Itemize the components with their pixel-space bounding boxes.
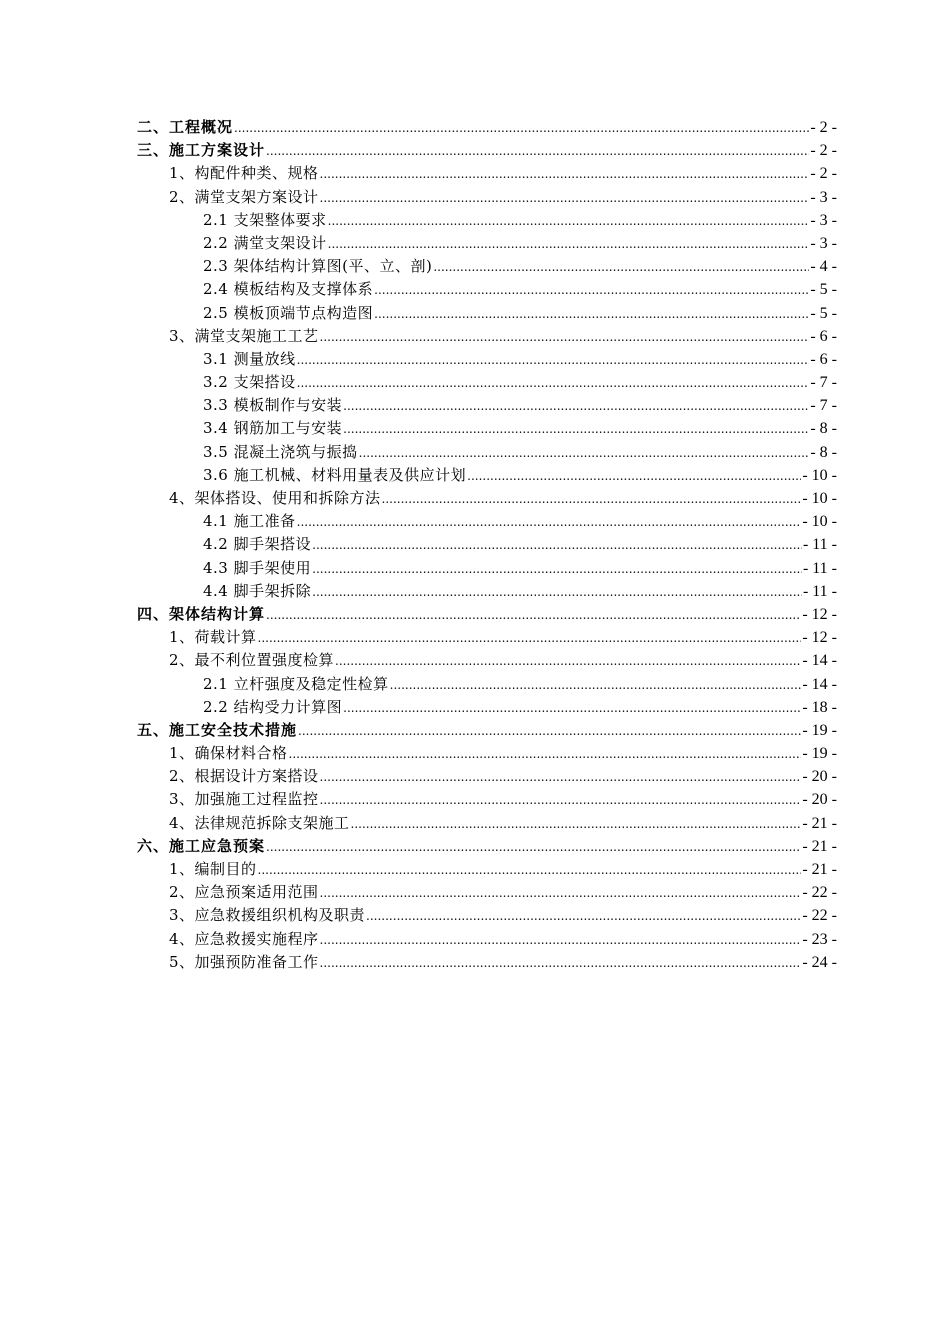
toc-dot-leader bbox=[320, 929, 802, 952]
toc-entry-title: 5、加强预防准备工作 bbox=[169, 952, 319, 971]
toc-entry[interactable] bbox=[137, 835, 837, 858]
toc-entry-title: 1、构配件种类、规格 bbox=[169, 164, 319, 183]
toc-dot-leader bbox=[298, 720, 801, 743]
toc-entry-page-number: - 19 - bbox=[802, 721, 837, 739]
toc-dot-leader bbox=[320, 789, 802, 812]
toc-dot-leader bbox=[359, 442, 810, 465]
toc-entry-title: 二、工程概况 bbox=[137, 118, 234, 136]
toc-entry-page-number: - 21 - bbox=[802, 814, 837, 832]
toc-entry-page-number: - 12 - bbox=[802, 605, 837, 623]
toc-entry-title: 2.3 架体结构计算图(平、立、剖) bbox=[203, 257, 433, 276]
toc-dot-leader bbox=[234, 117, 809, 140]
table-of-contents bbox=[137, 116, 837, 974]
toc-dot-leader bbox=[390, 674, 802, 697]
toc-dot-leader bbox=[374, 279, 809, 302]
toc-entry[interactable] bbox=[137, 348, 837, 371]
toc-entry-page-number: - 21 - bbox=[802, 861, 837, 878]
toc-entry-page-number: - 4 - bbox=[810, 258, 837, 276]
toc-entry-page-number: - 8 - bbox=[810, 420, 837, 438]
toc-entry-title: 4.1 施工准备 bbox=[203, 512, 296, 531]
toc-entry-title: 2.4 模板结构及支撑体系 bbox=[203, 280, 374, 299]
toc-entry-page-number: - 21 - bbox=[802, 837, 837, 855]
toc-entry[interactable] bbox=[137, 696, 837, 719]
toc-entry[interactable] bbox=[137, 394, 837, 417]
toc-entry[interactable] bbox=[137, 255, 837, 278]
toc-dot-leader bbox=[297, 372, 810, 395]
toc-entry-page-number: - 6 - bbox=[810, 350, 837, 368]
toc-entry-title: 2.5 模板顶端节点构造图 bbox=[203, 303, 374, 322]
toc-entry[interactable] bbox=[137, 278, 837, 301]
toc-dot-leader bbox=[266, 140, 809, 163]
toc-entry-title: 2、最不利位置强度检算 bbox=[169, 651, 335, 670]
toc-entry[interactable] bbox=[137, 139, 837, 162]
toc-dot-leader bbox=[374, 303, 809, 326]
toc-dot-leader bbox=[433, 256, 809, 279]
toc-dot-leader bbox=[258, 627, 802, 650]
toc-entry[interactable] bbox=[137, 626, 837, 649]
toc-entry-page-number: - 23 - bbox=[802, 930, 837, 948]
toc-entry[interactable] bbox=[137, 232, 837, 255]
toc-dot-leader bbox=[328, 210, 810, 233]
toc-entry[interactable] bbox=[137, 951, 837, 974]
toc-entry-title: 2.1 立杆强度及稳定性检算 bbox=[203, 674, 389, 693]
toc-entry-title: 4、法律规范拆除支架施工 bbox=[169, 813, 350, 832]
toc-entry[interactable] bbox=[137, 557, 837, 580]
toc-dot-leader bbox=[328, 233, 810, 256]
toc-entry-page-number: - 19 - bbox=[802, 745, 837, 763]
toc-entry[interactable] bbox=[137, 162, 837, 185]
toc-entry[interactable] bbox=[137, 812, 837, 835]
toc-entry-title: 3.5 混凝土浇筑与振捣 bbox=[203, 442, 358, 461]
toc-entry-title: 五、施工安全技术措施 bbox=[137, 720, 298, 739]
toc-entry-page-number: - 14 - bbox=[802, 652, 837, 670]
toc-entry[interactable] bbox=[137, 417, 837, 440]
toc-entry-page-number: - 2 - bbox=[810, 142, 837, 160]
toc-entry[interactable] bbox=[137, 464, 837, 487]
toc-entry-title: 1、确保材料合格 bbox=[169, 744, 288, 763]
toc-entry[interactable] bbox=[137, 603, 837, 626]
toc-entry-page-number: - 11 - bbox=[802, 559, 837, 577]
toc-entry[interactable] bbox=[137, 858, 837, 881]
toc-entry[interactable] bbox=[137, 928, 837, 951]
toc-dot-leader bbox=[320, 766, 802, 789]
toc-dot-leader bbox=[366, 905, 801, 928]
toc-entry-title: 1、荷载计算 bbox=[169, 628, 257, 647]
toc-entry-title: 2、根据设计方案搭设 bbox=[169, 767, 319, 786]
toc-entry-page-number: - 10 - bbox=[802, 513, 837, 531]
toc-entry[interactable] bbox=[137, 441, 837, 464]
toc-entry-page-number: - 12 - bbox=[802, 629, 837, 647]
toc-dot-leader bbox=[320, 326, 810, 349]
toc-entry-title: 2、应急预案适用范围 bbox=[169, 883, 319, 902]
toc-entry-page-number: - 22 - bbox=[802, 884, 837, 902]
toc-entry-page-number: - 18 - bbox=[802, 698, 837, 716]
toc-entry-page-number: - 2 - bbox=[810, 165, 837, 183]
toc-entry-page-number: - 2 - bbox=[810, 119, 837, 136]
toc-entry-page-number: - 20 - bbox=[802, 791, 837, 809]
toc-dot-leader bbox=[343, 395, 809, 418]
toc-entry-page-number: - 10 - bbox=[802, 490, 837, 507]
toc-entry-title: 2.2 满堂支架设计 bbox=[203, 233, 327, 252]
toc-dot-leader bbox=[467, 465, 801, 488]
toc-entry-title: 4、应急救援实施程序 bbox=[169, 929, 319, 948]
toc-entry-page-number: - 7 - bbox=[810, 397, 837, 415]
toc-entry[interactable] bbox=[137, 186, 837, 209]
toc-entry[interactable] bbox=[137, 788, 837, 811]
toc-entry[interactable] bbox=[137, 371, 837, 394]
toc-entry-title: 3.1 测量放线 bbox=[203, 349, 296, 368]
toc-entry-title: 2、满堂支架方案设计 bbox=[169, 187, 319, 206]
toc-entry-title: 1、编制目的 bbox=[169, 860, 257, 878]
toc-dot-leader bbox=[343, 418, 809, 441]
toc-entry-page-number: - 7 - bbox=[810, 374, 837, 392]
toc-entry[interactable] bbox=[137, 302, 837, 325]
toc-entry-page-number: - 11 - bbox=[802, 582, 837, 600]
toc-entry-title: 3.3 模板制作与安装 bbox=[203, 396, 343, 415]
toc-dot-leader bbox=[335, 650, 801, 673]
toc-dot-leader bbox=[320, 163, 810, 186]
toc-dot-leader bbox=[351, 813, 802, 836]
toc-entry-page-number: - 8 - bbox=[810, 443, 837, 461]
toc-entry[interactable] bbox=[137, 765, 837, 788]
toc-entry-title: 3、加强施工过程监控 bbox=[169, 790, 319, 809]
toc-entry-page-number: - 3 - bbox=[810, 188, 837, 206]
toc-entry-page-number: - 3 - bbox=[810, 234, 837, 252]
toc-entry-title: 3、满堂支架施工工艺 bbox=[169, 326, 319, 345]
toc-entry-title: 三、施工方案设计 bbox=[137, 141, 266, 160]
toc-dot-leader bbox=[297, 349, 810, 372]
toc-dot-leader bbox=[312, 534, 802, 557]
toc-entry-title: 2.2 结构受力计算图 bbox=[203, 697, 343, 716]
toc-entry[interactable] bbox=[137, 904, 837, 927]
toc-entry[interactable] bbox=[137, 719, 837, 742]
toc-entry-title: 3.2 支架搭设 bbox=[203, 373, 296, 392]
toc-entry-page-number: - 24 - bbox=[802, 953, 837, 971]
toc-entry[interactable] bbox=[137, 510, 837, 533]
toc-entry-title: 3.4 钢筋加工与安装 bbox=[203, 419, 343, 438]
toc-entry-page-number: - 10 - bbox=[802, 466, 837, 484]
toc-entry[interactable] bbox=[137, 649, 837, 672]
toc-dot-leader bbox=[382, 488, 802, 511]
toc-dot-leader bbox=[343, 697, 801, 720]
toc-entry-title: 4.3 脚手架使用 bbox=[203, 558, 312, 577]
toc-entry-page-number: - 11 - bbox=[802, 536, 837, 554]
toc-entry[interactable] bbox=[137, 487, 837, 510]
toc-entry-title: 四、架体结构计算 bbox=[137, 604, 266, 623]
toc-entry-title: 4.2 脚手架搭设 bbox=[203, 535, 312, 554]
toc-entry[interactable] bbox=[137, 325, 837, 348]
toc-dot-leader bbox=[297, 511, 802, 534]
toc-entry-page-number: - 6 - bbox=[810, 327, 837, 345]
toc-entry[interactable] bbox=[137, 580, 837, 603]
toc-entry-page-number: - 22 - bbox=[802, 907, 837, 925]
toc-dot-leader bbox=[320, 952, 802, 975]
toc-entry[interactable] bbox=[137, 116, 837, 139]
toc-entry-title: 4.4 脚手架拆除 bbox=[203, 581, 312, 600]
toc-dot-leader bbox=[312, 558, 802, 581]
toc-dot-leader bbox=[258, 859, 802, 882]
toc-dot-leader bbox=[289, 743, 802, 766]
toc-entry[interactable] bbox=[137, 533, 837, 556]
toc-entry-title: 3.6 施工机械、材料用量表及供应计划 bbox=[203, 465, 467, 484]
toc-entry[interactable] bbox=[137, 881, 837, 904]
toc-entry-page-number: - 5 - bbox=[810, 281, 837, 299]
toc-entry-page-number: - 5 - bbox=[810, 304, 837, 322]
toc-entry-title: 2.1 支架整体要求 bbox=[203, 210, 327, 229]
toc-entry[interactable] bbox=[137, 673, 837, 696]
toc-entry-title: 六、施工应急预案 bbox=[137, 836, 266, 855]
toc-entry-page-number: - 14 - bbox=[802, 675, 837, 693]
toc-entry-title: 3、应急救援组织机构及职责 bbox=[169, 906, 366, 925]
toc-dot-leader bbox=[320, 187, 810, 210]
toc-entry[interactable] bbox=[137, 742, 837, 765]
toc-entry-page-number: - 3 - bbox=[810, 211, 837, 229]
toc-dot-leader bbox=[266, 836, 801, 859]
toc-entry-page-number: - 20 - bbox=[802, 768, 837, 786]
toc-dot-leader bbox=[266, 604, 801, 627]
toc-entry-title: 4、架体搭设、使用和拆除方法 bbox=[169, 489, 381, 507]
toc-dot-leader bbox=[312, 581, 802, 604]
toc-entry[interactable] bbox=[137, 209, 837, 232]
toc-dot-leader bbox=[320, 882, 802, 905]
